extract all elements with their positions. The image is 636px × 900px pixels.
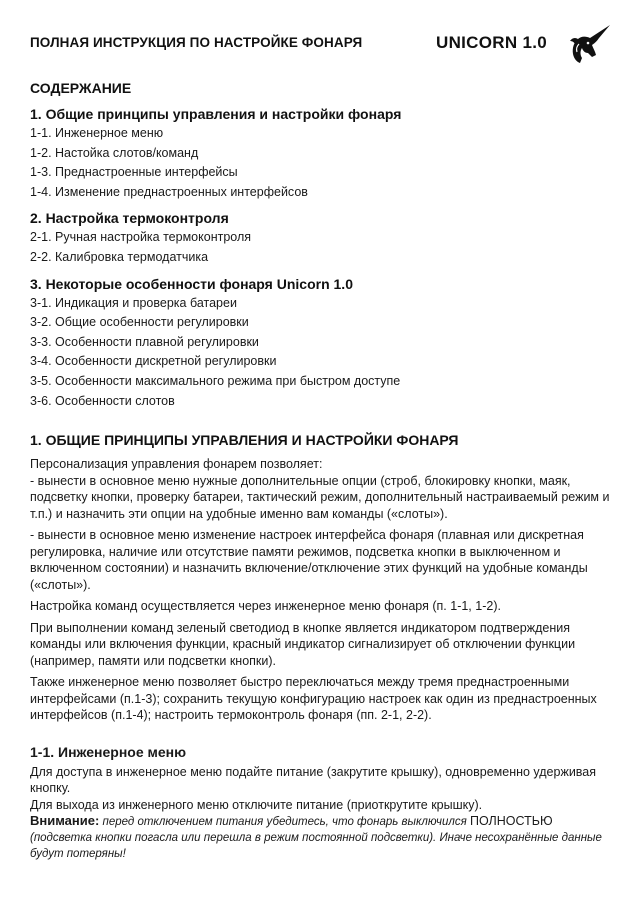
toc-item: 3-1. Индикация и проверка батареи bbox=[30, 295, 237, 310]
section-1-1-heading: 1-1. Инженерное меню bbox=[30, 743, 187, 760]
warning-label: Внимание: bbox=[30, 813, 100, 828]
intro-paragraph: Персонализация управления фонарем позволяет: bbox=[30, 457, 323, 471]
enter-menu-paragraph: Для доступа в инженерное меню подайте питание (закрутите крышку), одновременно удерживая кнопку. bbox=[30, 764, 597, 795]
document-title: ПОЛНАЯ ИНСТРУКЦИЯ ПО НАСТРОЙКЕ ФОНАРЯ bbox=[30, 35, 363, 50]
toc-item: 3-6. Особенности слотов bbox=[30, 393, 175, 408]
toc-item: 1-1. Инженерное меню bbox=[30, 126, 164, 140]
brand-name: UNICORN 1.0 bbox=[436, 33, 547, 52]
warning-emphasis: ПОЛНОСТЬЮ bbox=[469, 814, 553, 828]
toc-item: 3-4. Особенности дискретной регулировки bbox=[30, 354, 277, 369]
toc-item: 3-2. Общие особенности регулировки bbox=[30, 315, 249, 330]
toc-item: 2-1. Ручная настройка термоконтроля bbox=[30, 230, 252, 245]
toc-item: 1-4. Изменение преднастроенных интерфейсов bbox=[30, 184, 308, 199]
interfaces-paragraph: Также инженерное меню позволяет быстро переключаться между тремя преднастроенными интерфейсами (п.1-3); сохранить текущую конфигурацию настроек как один из преднастроенных интерфейсов (п.1-4); настроить термоконтроль фонаря (пп. 2-1, 2-2). bbox=[30, 675, 597, 722]
warning-text: (подсветка кнопки погасла или перешла в режим постоянной подсветки). Иначе несохранённые данные будут потеряны! bbox=[30, 832, 602, 860]
toc-section-title: 2. Настройка термоконтроля bbox=[30, 210, 229, 227]
warning-note bbox=[30, 813, 612, 862]
led-paragraph: При выполнении команд зеленый светодиод в кнопке является индикатором подтверждения команды или включения функции, красный индикатор сигнализирует об отключении функции (например, памяти или подсветки кнопки). bbox=[30, 620, 576, 668]
unicorn-head-icon bbox=[566, 24, 612, 64]
toc-section-1 bbox=[30, 104, 610, 202]
toc-item: 2-2. Калибровка термодатчика bbox=[30, 249, 209, 264]
toc-section-2 bbox=[30, 208, 610, 267]
commands-paragraph: Настройка команд осуществляется через инженерное меню фонаря (п. 1-1, 1-2). bbox=[30, 599, 501, 613]
toc-item: 3-3. Особенности плавной регулировки bbox=[30, 334, 259, 349]
toc-section-title: 3. Некоторые особенности фонаря Unicorn 1.0 bbox=[30, 275, 353, 292]
section-1-body bbox=[30, 456, 612, 862]
section-1-heading: 1. ОБЩИЕ ПРИНЦИПЫ УПРАВЛЕНИЯ И НАСТРОЙКИ ФОНАРЯ bbox=[30, 432, 459, 448]
toc-heading: СОДЕРЖАНИЕ bbox=[30, 80, 132, 96]
bullet-paragraph: - вынести в основное меню изменение настроек интерфейса фонаря (плавная или дискретная регулировка, наличие или отсутствие памяти режимов, подсветка кнопки в выключенном и включенном состоянии) и назначить включение/отключение этих функций на удобные команды («слоты»). bbox=[30, 528, 588, 592]
page-header bbox=[30, 30, 610, 60]
toc-item: 1-3. Преднастроенные интерфейсы bbox=[30, 165, 238, 180]
toc-section-3 bbox=[30, 274, 610, 412]
warning-text: перед отключением питания убедитесь, что фонарь выключился bbox=[99, 816, 470, 828]
exit-menu-paragraph: Для выхода из инженерного меню отключите питание (приоткрутите крышку). bbox=[30, 797, 483, 812]
toc-item: 3-5. Особенности максимального режима при быстром доступе bbox=[30, 373, 401, 388]
table-of-contents bbox=[30, 104, 610, 417]
toc-item: 1-2. Настойка слотов/команд bbox=[30, 145, 199, 160]
bullet-paragraph: - вынести в основное меню нужные дополнительные опции (строб, блокировку кнопки, маяк, подсветку кнопки, проверку батареи, тактический режим, дополнительный настраиваемый режим и т.п.) и назначить эти опции на удобные именно вам команды («слоты»). bbox=[30, 473, 610, 521]
toc-section-title: 1. Общие принципы управления и настройки фонаря bbox=[30, 106, 402, 122]
